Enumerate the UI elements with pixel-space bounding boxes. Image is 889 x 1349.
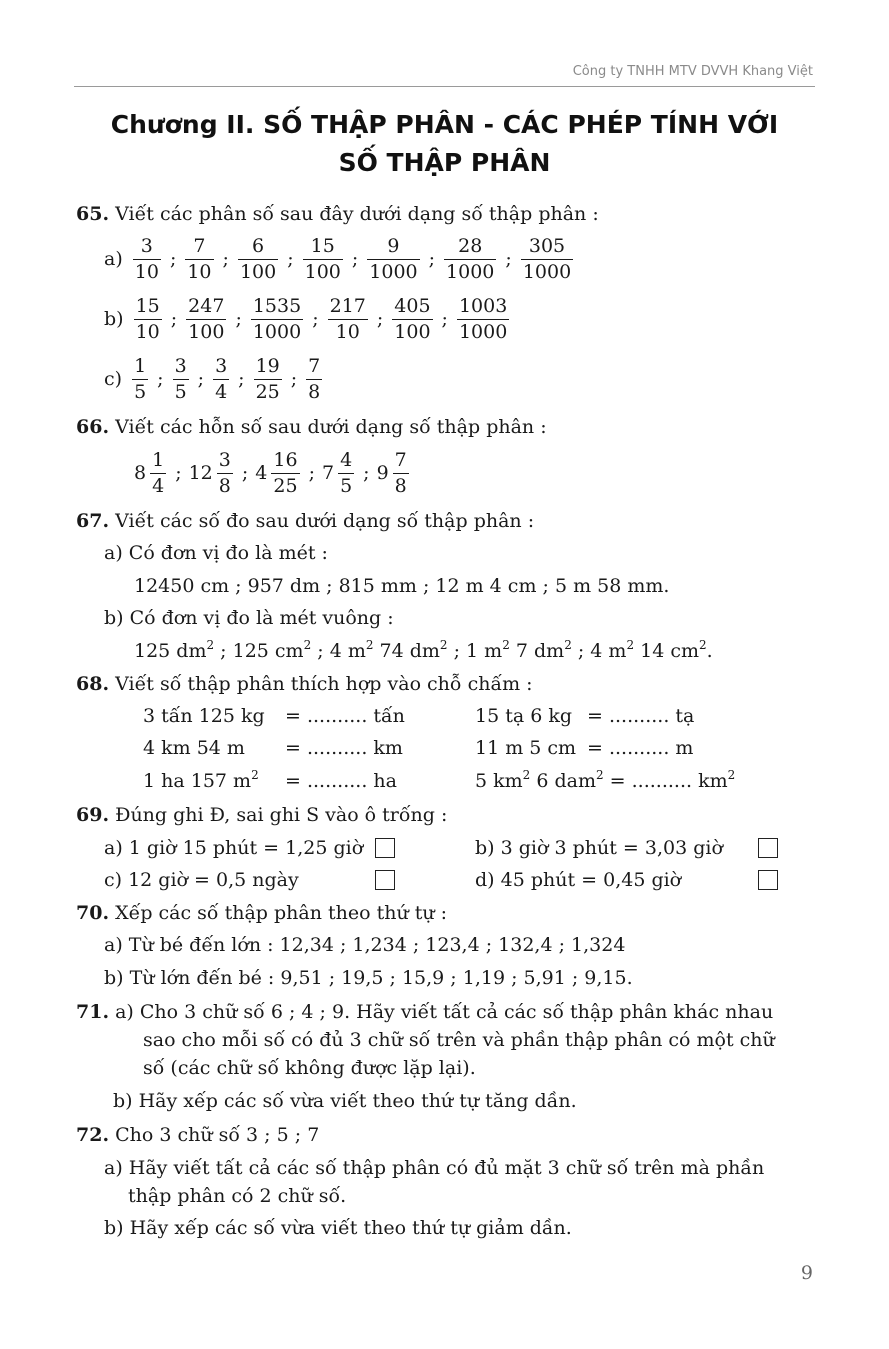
- conversion-left-1: 3 tấn 125 kg: [143, 705, 265, 727]
- item-label: c): [104, 368, 123, 390]
- mixed-number: 7 4 5: [321, 448, 353, 497]
- fraction: 305 1000: [522, 234, 572, 283]
- fraction: 7 8: [308, 354, 321, 403]
- exercise-71-line-1: [76, 1000, 773, 1024]
- exercise-number: 67.: [76, 510, 110, 532]
- exercise-65b-row: b) 15 10 ; 247 100 ; 1535 1000 ; 217 10 ; 405 100 ; 1003 1000: [104, 294, 508, 343]
- exercise-number: 72.: [76, 1124, 110, 1146]
- conversion-right-1-blank: = .......... tạ: [587, 705, 695, 727]
- fraction: 1 5: [134, 354, 147, 403]
- answer-box-d[interactable]: [758, 870, 778, 890]
- exercise-67a-label: a) Có đơn vị đo là mét :: [104, 542, 328, 564]
- fraction: 247 100: [188, 294, 225, 343]
- conversion-left-2: 4 km 54 m: [143, 737, 245, 759]
- exercise-text: Viết số thập phân thích hợp vào chỗ chấm :: [115, 673, 533, 695]
- exercise-69-prompt: [76, 803, 447, 827]
- exercise-70b: b) Từ lớn đến bé : 9,51 ; 19,5 ; 15,9 ; 1,19 ; 5,91 ; 9,15.: [104, 967, 633, 989]
- fraction: 3 4: [215, 354, 228, 403]
- exercise-71-line-3: số (các chữ số không được lặp lại).: [143, 1057, 476, 1079]
- exercise-text: Cho 3 chữ số 3 ; 5 ; 7: [115, 1124, 320, 1146]
- statement-d: d) 45 phút = 0,45 giờ: [475, 869, 682, 891]
- exercise-66-prompt: [76, 415, 547, 439]
- exercise-text: Xếp các số thập phân theo thứ tự :: [115, 902, 448, 924]
- exercise-text: Viết các phân số sau đây dưới dạng số thập phân :: [115, 203, 599, 225]
- exercise-text: a) Cho 3 chữ số 6 ; 4 ; 9. Hãy viết tất cả các số thập phân khác nhau: [115, 1001, 774, 1023]
- exercise-72a-line-2: thập phân có 2 chữ số.: [128, 1185, 347, 1207]
- exercise-number: 66.: [76, 416, 110, 438]
- chapter-title-line-1: Chương II. SỐ THẬP PHÂN - CÁC PHÉP TÍNH VỚI: [110, 110, 779, 139]
- chapter-title-line-2: SỐ THẬP PHÂN: [338, 148, 551, 177]
- exercise-67b-label: b) Có đơn vị đo là mét vuông :: [104, 607, 394, 629]
- exercise-number: 70.: [76, 902, 110, 924]
- fraction: 15 10: [135, 294, 160, 343]
- mixed-number: 12 3 8: [188, 448, 231, 497]
- fraction: 28 1000: [446, 234, 495, 283]
- conversion-right-2-blank: = .......... m: [587, 737, 694, 759]
- item-label: a): [104, 248, 123, 270]
- exercise-67a-values: 12450 cm ; 957 dm ; 815 mm ; 12 m 4 cm ; 5 m 58 mm.: [134, 575, 670, 597]
- exercise-72-prompt: [76, 1123, 319, 1147]
- exercise-number: 65.: [76, 203, 110, 225]
- fraction: 1535 1000: [252, 294, 302, 343]
- conversion-left-3-blank: = .......... ha: [285, 770, 397, 792]
- conversion-left-1-blank: = .......... tấn: [285, 705, 405, 727]
- fraction: 3 10: [134, 234, 159, 283]
- exercise-text: Viết các số đo sau dưới dạng số thập phân :: [115, 510, 535, 532]
- exercise-72b: b) Hãy xếp các số vừa viết theo thứ tự giảm dần.: [104, 1217, 572, 1239]
- fraction: 19 25: [255, 354, 280, 403]
- fraction: 6 100: [239, 234, 277, 283]
- exercise-number: 68.: [76, 673, 110, 695]
- header-rule: [74, 86, 815, 87]
- exercise-67-prompt: [76, 509, 534, 533]
- running-header: Công ty TNHH MTV DVVH Khang Việt: [572, 64, 813, 79]
- exercise-65c-row: c) 1 5 ; 3 5 ; 3 4 ; 19 25 ; 7 8: [104, 354, 321, 403]
- exercise-71b: b) Hãy xếp các số vừa viết theo thứ tự tăng dần.: [113, 1090, 577, 1112]
- fraction: 405 100: [394, 294, 431, 343]
- conversion-left-3: 1 ha 157 $m^2$: [143, 768, 259, 792]
- conversion-right-1: 15 tạ 6 kg: [475, 705, 573, 727]
- conversion-right-3: 5 $km^2$ 6 dam$^2$ = .......... $km^2$: [475, 768, 736, 792]
- exercise-67b-values: 125 $dm^2$ ; 125 $cm^2$ ; 4 $m^2$ 74 $dm^2$ ; 1 $m^2$ 7 $dm^2$ ; 4 $m^2$ 14 $cm^2$.: [134, 638, 713, 662]
- page-number: 9: [800, 1262, 813, 1284]
- statement-c: c) 12 giờ = 0,5 ngày: [104, 869, 299, 891]
- exercise-text: Viết các hỗn số sau dưới dạng số thập phân :: [115, 416, 547, 438]
- chapter-title: [0, 106, 889, 182]
- exercise-70a: a) Từ bé đến lớn : 12,34 ; 1,234 ; 123,4 ; 132,4 ; 1,324: [104, 934, 626, 956]
- exercise-71-line-2: sao cho mỗi số có đủ 3 chữ số trên và phần thập phân có một chữ: [143, 1029, 775, 1051]
- answer-box-c[interactable]: [375, 870, 395, 890]
- item-label: b): [104, 308, 124, 330]
- fraction: 15 100: [304, 234, 341, 283]
- answer-box-b[interactable]: [758, 838, 778, 858]
- statement-a: a) 1 giờ 15 phút = 1,25 giờ: [104, 837, 364, 859]
- conversion-left-2-blank: = .......... km: [285, 737, 403, 759]
- fraction: 9 1000: [369, 234, 418, 283]
- statement-b: b) 3 giờ 3 phút = 3,03 giờ: [475, 837, 723, 859]
- exercise-70-prompt: [76, 901, 447, 925]
- fraction: 7 10: [187, 234, 212, 283]
- conversion-right-2: 11 m 5 cm: [475, 737, 577, 759]
- answer-box-a[interactable]: [375, 838, 395, 858]
- exercise-number: 69.: [76, 804, 110, 826]
- mixed-number: 8 1 4: [134, 448, 165, 497]
- exercise-72a-line-1: a) Hãy viết tất cả các số thập phân có đủ mặt 3 chữ số trên mà phần: [104, 1157, 765, 1179]
- mixed-number: 4 16 25: [255, 448, 298, 497]
- exercise-text: Đúng ghi Đ, sai ghi S vào ô trống :: [115, 804, 448, 826]
- exercise-65-prompt: [76, 202, 599, 226]
- fraction: 217 10: [329, 294, 366, 343]
- mixed-number: 9 7 8: [376, 448, 407, 497]
- fraction: 1003 1000: [458, 294, 508, 343]
- exercise-65a-row: a) 3 10 ; 7 10 ; 6 100 ; 15 100 ; 9 1000 ; 28 1000 ; 305 1000: [104, 234, 572, 283]
- exercise-number: 71.: [76, 1001, 110, 1023]
- fraction: 3 5: [174, 354, 187, 403]
- exercise-66-row: 8 1 4 ; 12 3 8 ; 4 16 25 ; 7 4 5 ; 9 7 8: [134, 440, 411, 506]
- exercise-68-prompt: [76, 672, 533, 696]
